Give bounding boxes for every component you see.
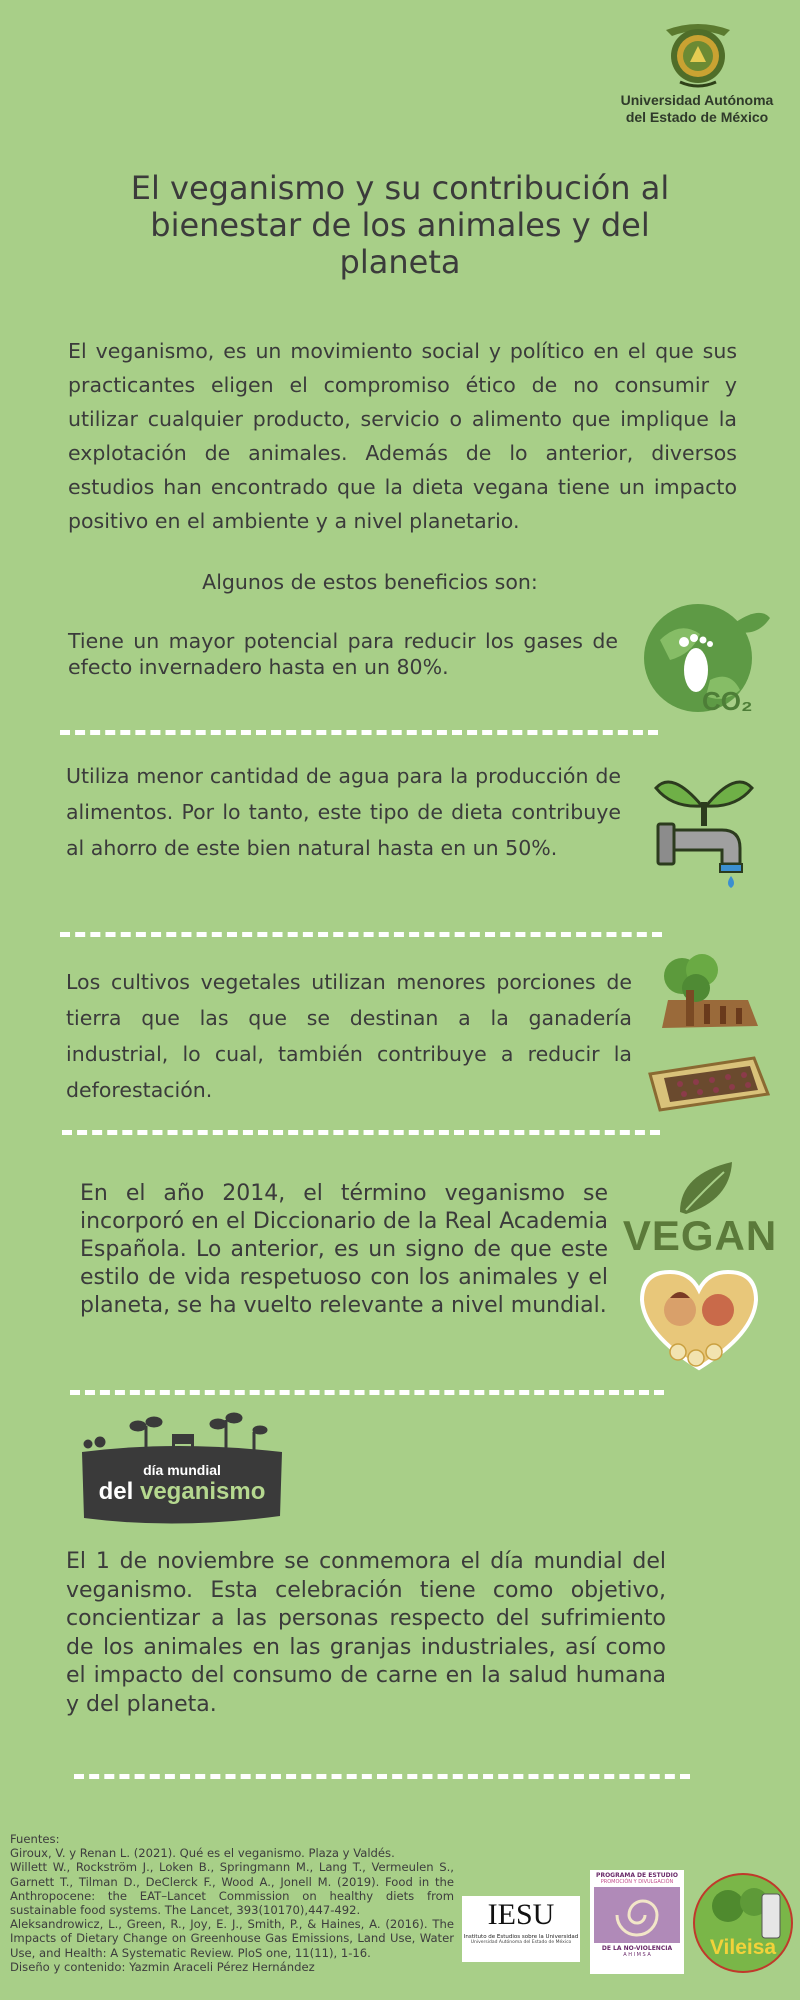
ahimsa-program-logo: PROGRAMA DE ESTUDIO PROMOCIÓN Y DIVULGACIÓN DE LA NO-VIOLENCIA A H I M S A: [590, 1870, 684, 1974]
design-credit: Diseño y contenido: Yazmin Araceli Pérez Hernández: [10, 1959, 315, 1974]
badge-line2: del veganismo: [98, 1478, 266, 1505]
university-name: Universidad Autónoma del Estado de México: [620, 92, 774, 125]
faucet-sprout-icon: [652, 772, 756, 890]
divider: [60, 730, 658, 735]
world-day-paragraph: El 1 de noviembre se conmemora el día mundial del veganismo. Esta celebración tiene como objetivo, concientizar a las personas respecto del sufrimiento de los animales en las granjas industriales, así como el impacto del consumo de carne en la salud humana y del planeta.: [66, 1549, 666, 1717]
benefit-water-text: Utiliza menor cantidad de agua para la producción de alimentos. Por lo tanto, este tipo de dieta contribuye al ahorro de este bien natural hasta en un 50%.: [66, 764, 621, 860]
co2-label: CO₂: [702, 686, 753, 716]
benefit-emissions-text: Tiene un mayor potencial para reducir los gases de efecto invernadero hasta en un 80%.: [68, 629, 618, 679]
vileisa-logo: Vileisa: [692, 1872, 794, 1974]
divider: [74, 1774, 690, 1779]
heart-animals-icon: [634, 1264, 764, 1376]
divider: [60, 932, 662, 937]
earth-footprint-icon: [640, 600, 770, 718]
badge-line1: día mundial: [143, 1462, 221, 1478]
crops-icon: [640, 954, 770, 1114]
sources-block: [10, 1832, 454, 1974]
vegan-wordmark: VEGAN: [622, 1212, 778, 1259]
benefit-land-text: Los cultivos vegetales utilizan menores porciones de tierra que las que se destinan a la ganadería industrial, lo cual, también contribuye a reducir la deforestación.: [66, 970, 632, 1102]
divider: [62, 1130, 660, 1135]
iesu-logo: IESU Instituto de Estudios sobre la Universidad Universidad Autónoma del Estado de México: [462, 1896, 580, 1962]
world-vegan-day-badge: [76, 1412, 288, 1528]
sources-label: Fuentes:: [10, 1832, 60, 1846]
source-item: Giroux, V. y Renan L. (2021). Qué es el veganismo. Plaza y Valdés.: [10, 1846, 395, 1861]
university-crest-logo: [660, 16, 736, 88]
source-item: Aleksandrowicz, L., Green, R., Joy, E. J., Smith, P., & Haines, A. (2016). The Impacts of Dietary Change on Greenhouse Gas Emissions, Land Use, Water Use, and Health: A Systematic Review. PloS one, 11(11), 1-16.: [10, 1917, 454, 1960]
intro-paragraph: El veganismo, es un movimiento social y político en el que sus practicantes eligen el compromiso ético de no consumir y utilizar cualquier producto, servicio o alimento que implique la explotación de animales. Además de lo anterior, diversos estudios han encontrado que la dieta vegana tiene un impacto positivo en el ambiente y a nivel planetario.: [68, 339, 737, 533]
rae-paragraph: En el año 2014, el término veganismo se incorporó en el Diccionario de la Real Academia Española. Lo anterior, es un signo de que este estilo de vida respetuoso con los animales y el planeta, se ha vuelto relevante a nivel mundial.: [80, 1181, 608, 1318]
page-title: El veganismo y su contribución al bienestar de los animales y del planeta: [130, 169, 670, 281]
source-item: Willett W., Rockström J., Loken B., Springmann M., Lang T., Vermeulen S., Garnett T., Tilman D., DeClerck F., Wood A., Jonell M. (2019). Food in the Anthropocene: the EAT–Lancet Commission on healthy diets from sustainable food systems. The Lancet, 393(10170),447-492.: [10, 1860, 454, 1918]
benefits-heading: Algunos de estos beneficios son:: [202, 570, 538, 594]
divider: [70, 1390, 664, 1395]
